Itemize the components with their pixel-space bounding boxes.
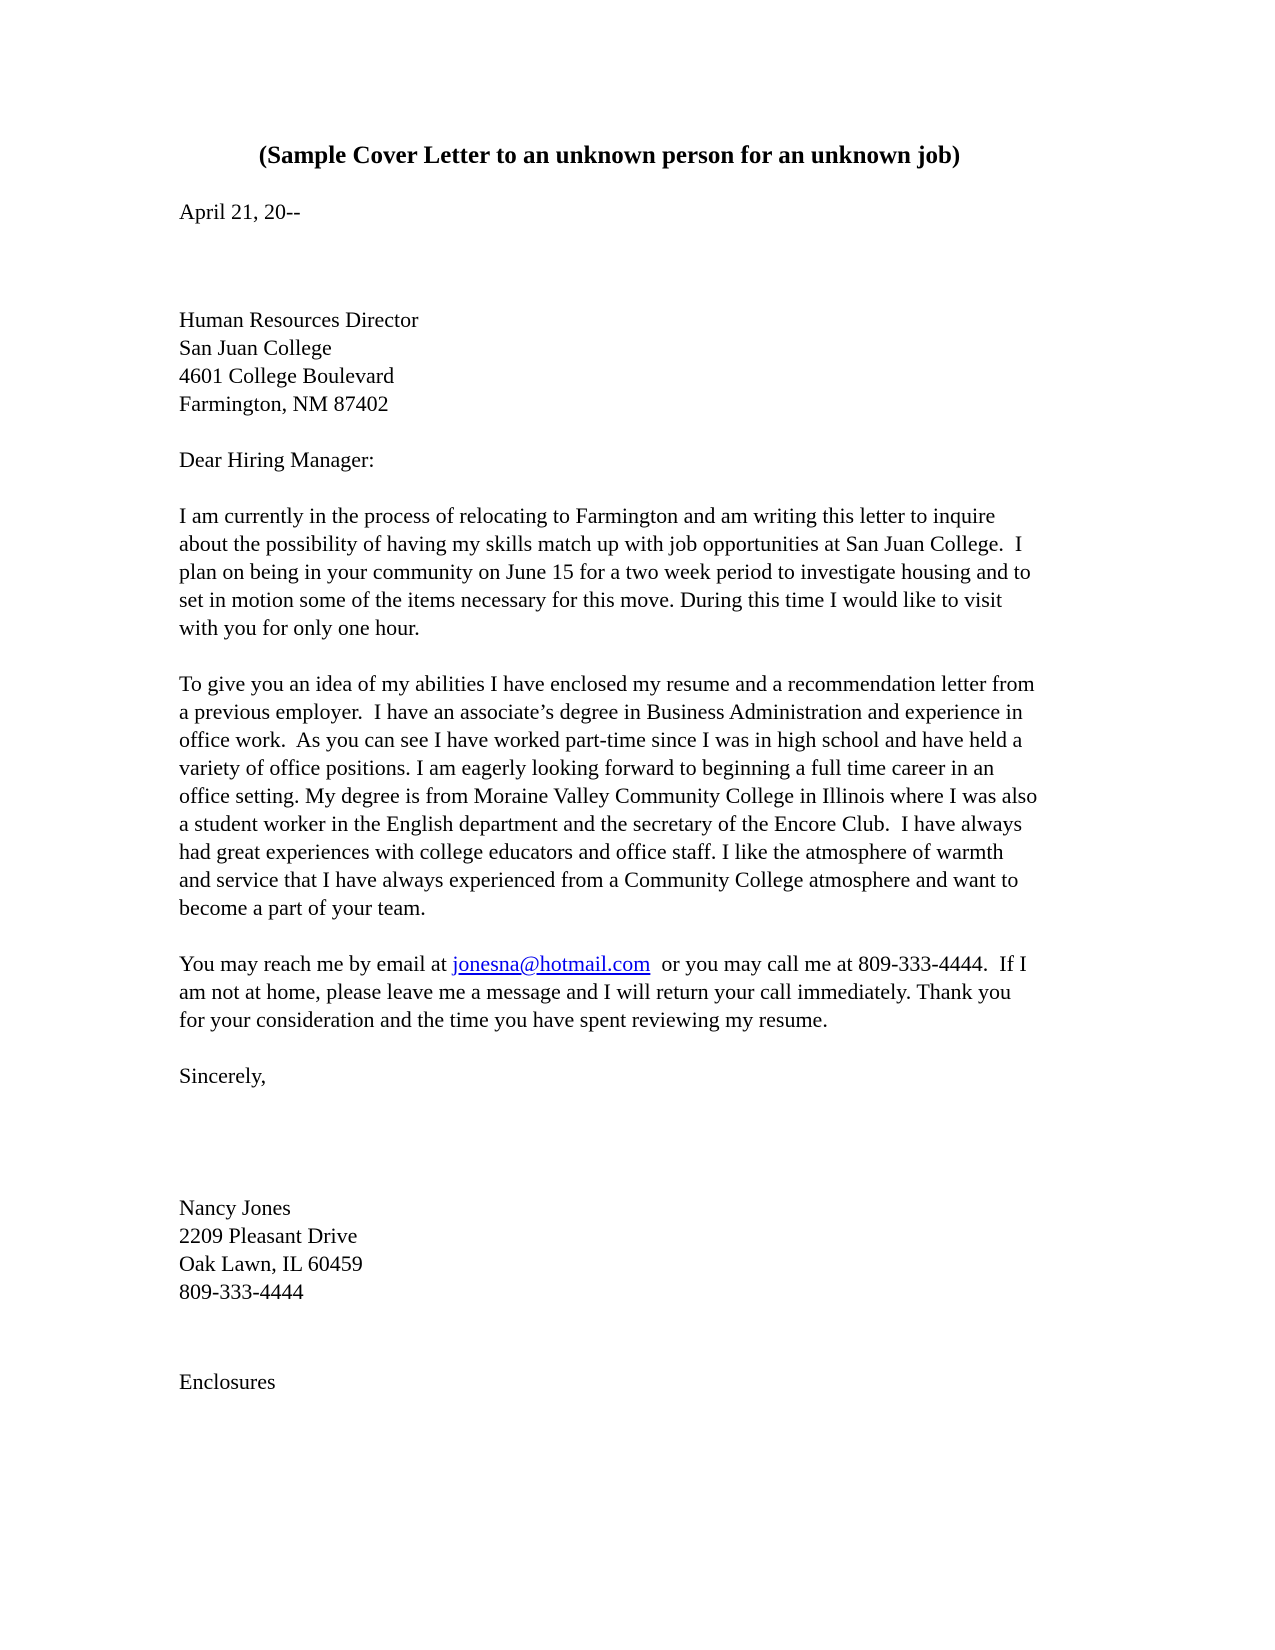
recipient-line-4: Farmington, NM 87402 (179, 391, 389, 416)
salutation: Dear Hiring Manager: (179, 447, 375, 472)
signature-block (179, 1194, 1040, 1306)
closing: Sincerely, (179, 1063, 267, 1088)
recipient-line-1: Human Resources Director (179, 307, 419, 332)
body-paragraph-1: I am currently in the process of relocating to Farmington and am writing this letter to inquire about the possibility of having my skills match up with job opportunities at San Juan College. I plan on being in your community on June 15 for a two week period to investigate housing and to set in motion some of the items necessary for this move. During this time I would like to visit with you for only one hour. (179, 503, 1037, 640)
recipient-line-2: San Juan College (179, 335, 332, 360)
paragraph-3-text-before: You may reach me by email at (179, 951, 453, 976)
paragraph-3-text-after: or you may call me at 809-333-4444. If I am not at home, please leave me a message and I will return your call immediately. Thank you for your consideration and the time you have spent reviewing my resume. (179, 951, 1033, 1032)
recipient-line-3: 4601 College Boulevard (179, 363, 395, 388)
email-link[interactable]: jonesna@hotmail.com (452, 951, 651, 976)
body-paragraph-2: To give you an idea of my abilities I have enclosed my resume and a recommendation letter from a previous employer. I have an associate’s degree in Business Administration and experience in office work. As you can see I have worked part-time since I was in high school and have held a variety of office positions. I am eagerly looking forward to beginning a full time career in an office setting. My degree is from Moraine Valley Community College in Illinois where I was also a student worker in the English department and the secretary of the Encore Club. I have always had great experiences with college educators and office staff. I like the atmosphere of warmth and service that I have always experienced from a Community College atmosphere and want to become a part of your team. (179, 671, 1043, 920)
enclosures-note: Enclosures (179, 1369, 276, 1394)
signature-name: Nancy Jones (179, 1195, 291, 1220)
signature-phone: 809-333-4444 (179, 1279, 304, 1304)
letter-content (179, 140, 1043, 1396)
body-paragraph-3 (179, 950, 1040, 1034)
signature-street: 2209 Pleasant Drive (179, 1223, 358, 1248)
recipient-address (179, 306, 1040, 418)
signature-city: Oak Lawn, IL 60459 (179, 1251, 363, 1276)
page-title: (Sample Cover Letter to an unknown person for an unknown job) (258, 142, 961, 169)
date-line: April 21, 20-- (179, 199, 301, 224)
